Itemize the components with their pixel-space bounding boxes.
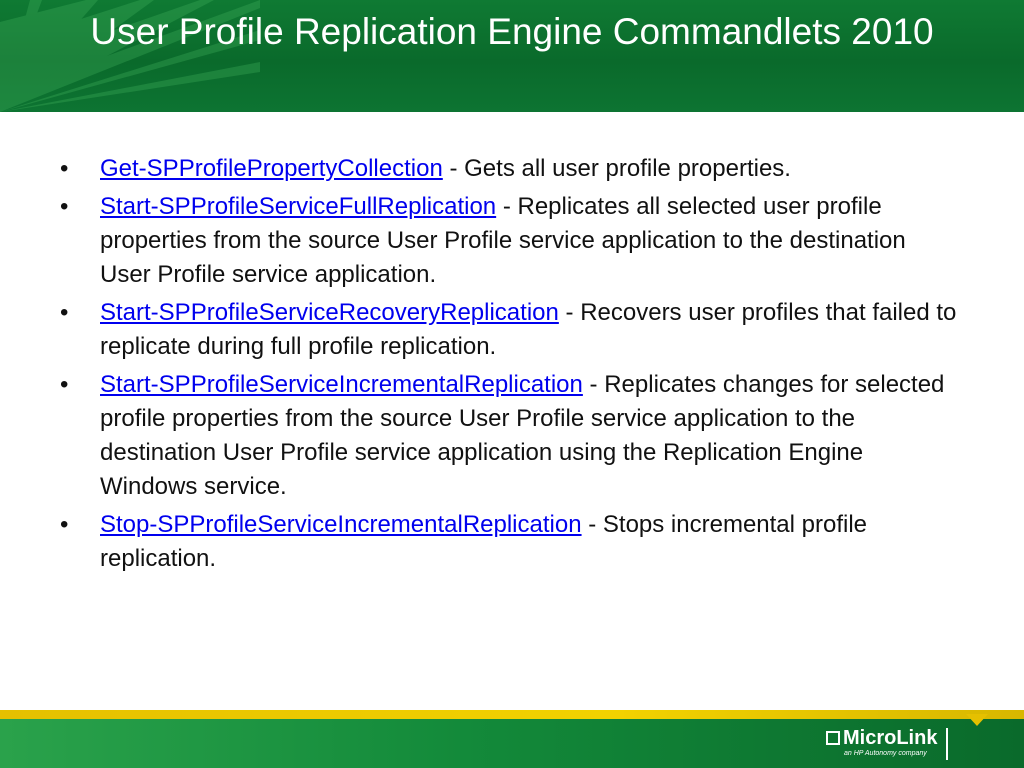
command-description: - Gets all user profile properties. [442, 155, 791, 182]
footer-notch-decoration [966, 714, 988, 726]
slide-title: User Profile Replication Engine Commandlets 2010 [90, 11, 934, 52]
command-description: - Replicates all selected user profile properties from the source User Profile service application to the destination User Profile service application. [100, 193, 906, 288]
logo-mark-icon [826, 731, 840, 745]
command-link[interactable]: Stop-SPProfileServiceIncrementalReplication [100, 511, 582, 538]
command-link[interactable]: Start-SPProfileServiceIncrementalReplication [100, 371, 583, 398]
bullet-icon: • [60, 155, 69, 182]
list-item [60, 296, 960, 364]
command-link[interactable]: Start-SPProfileServiceFullReplication [100, 193, 497, 220]
microlink-logo [826, 728, 956, 764]
bullet-icon: • [60, 511, 69, 538]
commandlet-list [60, 152, 960, 576]
list-item [60, 368, 960, 504]
command-link[interactable]: Get-SPProfilePropertyCollection [100, 155, 443, 182]
command-description: - Recovers user profiles that failed to replicate during full profile replication. [100, 299, 957, 360]
list-item [60, 152, 960, 186]
bullet-icon: • [60, 193, 69, 220]
command-description: - Stops incremental profile replication. [100, 511, 868, 572]
logo-subtext: an HP Autonomy company [844, 750, 927, 757]
list-item [60, 190, 960, 292]
logo-text: MicroLink [843, 727, 938, 749]
footer-accent-stripe [0, 710, 1024, 719]
bullet-icon: • [60, 371, 69, 398]
command-link[interactable]: Start-SPProfileServiceRecoveryReplication [100, 299, 559, 326]
slide-header [0, 0, 1024, 112]
logo-divider [946, 728, 948, 760]
command-description: - Replicates changes for selected profile properties from the source User Profile service application to the destination User Profile service application using the Replication Engine Windows service. [100, 371, 945, 500]
slide-content [60, 152, 960, 580]
bullet-icon: • [60, 299, 69, 326]
list-item [60, 508, 960, 576]
